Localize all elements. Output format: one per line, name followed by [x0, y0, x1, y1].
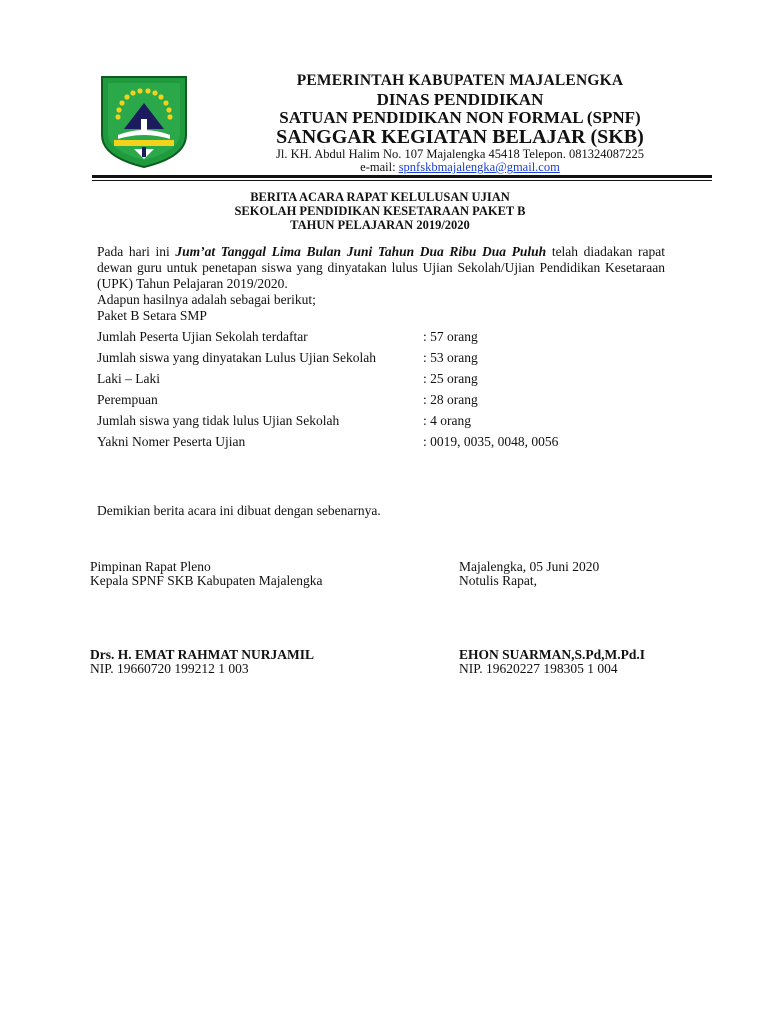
letterhead-email-line: [240, 160, 680, 175]
document-title-line3: TAHUN PELAJARAN 2019/2020: [290, 218, 470, 232]
document-title-line2: SEKOLAH PENDIDIKAN KESETARAAN PAKET B: [234, 204, 526, 218]
letterhead-government: PEMERINTAH KABUPATEN MAJALENGKA: [296, 72, 624, 89]
right-signer-nip: NIP. 19620227 198305 1 004: [459, 661, 618, 676]
right-signer-role: Notulis Rapat,: [459, 573, 537, 588]
right-signer-name: EHON SUARMAN,S.Pd,M.Pd.I: [459, 647, 646, 662]
left-signer-nip: NIP. 19660720 199212 1 003: [90, 661, 249, 676]
document-title-line1: BERITA ACARA RAPAT KELULUSAN UJIAN: [250, 190, 510, 204]
result-value: : 25 orang: [423, 371, 478, 386]
letterhead-address: Jl. KH. Abdul Halim No. 107 Majalengka 45418 Telepon. 081324087225: [276, 147, 644, 161]
result-value: : 57 orang: [423, 329, 478, 344]
letterhead-department: DINAS PENDIDIKAN: [376, 90, 544, 109]
letterhead-unit: SATUAN PENDIDIKAN NON FORMAL (SPNF): [279, 108, 641, 127]
result-label: Laki – Laki: [97, 371, 160, 386]
letterhead-institution: SANGGAR KEGIATAN BELAJAR (SKB): [276, 126, 644, 148]
closing-statement: Demikian berita acara ini dibuat dengan sebenarnya.: [97, 503, 381, 518]
result-label: Jumlah siswa yang dinyatakan Lulus Ujian Sekolah: [97, 350, 376, 365]
intro-paragraph: [97, 244, 665, 292]
letterhead-rule-thin: [92, 180, 712, 181]
result-value: : 4 orang: [423, 413, 471, 428]
left-signer-role1: Pimpinan Rapat Pleno: [90, 559, 211, 574]
result-label: Perempuan: [97, 392, 158, 407]
intro-suffix: telah diadakan rapat dewan guru untuk penetapan siswa yang dinyatakan lulus Ujian Sekolah/Ujian Pendidikan Kesetaraan (UPK) Tahun Pelajaran 2019/2020.: [97, 244, 666, 291]
intro-date: Tanggal Lima Bulan Juni Tahun Dua Ribu Dua Puluh: [220, 244, 547, 259]
email-link[interactable]: spnfskbmajalengka@gmail.com: [398, 160, 560, 174]
result-label: Yakni Nomer Peserta Ujian: [97, 434, 246, 449]
result-label: Jumlah siswa yang tidak lulus Ujian Sekolah: [97, 413, 340, 428]
result-label: Jumlah Peserta Ujian Sekolah terdaftar: [97, 329, 308, 344]
intro-line4: Adapun hasilnya adalah sebagai berikut;: [97, 292, 316, 307]
program-label: Paket B Setara SMP: [97, 308, 207, 323]
intro-day: Jum’at: [175, 244, 216, 259]
letterhead-rule-thick: [92, 175, 712, 178]
left-signer-role2: Kepala SPNF SKB Kabupaten Majalengka: [90, 573, 323, 588]
result-value: : 0019, 0035, 0048, 0056: [423, 434, 559, 449]
result-value: : 53 orang: [423, 350, 478, 365]
majalengka-crest-icon: [98, 73, 190, 169]
intro-prefix: Pada hari ini: [97, 244, 176, 259]
right-place-date: Majalengka, 05 Juni 2020: [459, 559, 600, 574]
result-value: : 28 orang: [423, 392, 478, 407]
email-label: e-mail:: [360, 160, 399, 174]
left-signer-name: Drs. H. EMAT RAHMAT NURJAMIL: [90, 647, 314, 662]
